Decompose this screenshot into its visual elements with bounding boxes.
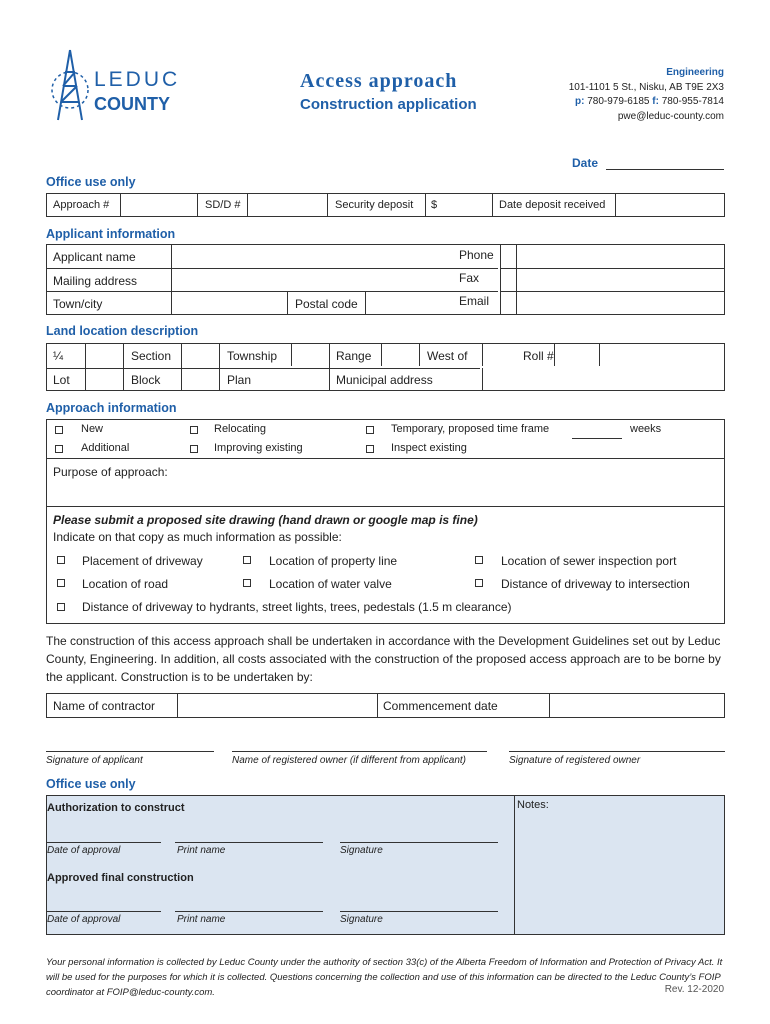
page-title: Access approach: [300, 70, 458, 92]
land-location-heading: Land location description: [46, 324, 199, 338]
mailing-address-field[interactable]: [173, 269, 453, 290]
west-of-label: West of: [427, 349, 468, 363]
contact-email: pwe@leduc-county.com: [617, 110, 724, 122]
office-use-table: [46, 193, 725, 217]
fax-field[interactable]: [518, 269, 723, 290]
improving-existing-checkbox[interactable]: [190, 445, 198, 453]
relocating-label: Relocating: [214, 423, 266, 435]
owner-name-line[interactable]: [232, 751, 487, 752]
intersection-distance-checkbox[interactable]: [475, 579, 483, 587]
water-valve-label: Location of water valve: [269, 577, 392, 591]
contractor-name-label: Name of contractor: [53, 699, 156, 713]
email-field[interactable]: [518, 292, 723, 314]
security-deposit-label: Security deposit: [335, 199, 414, 211]
phone-field[interactable]: [518, 246, 723, 267]
site-drawing-note: Please submit a proposed site drawing (hand drawn or google map is fine): [53, 513, 478, 527]
indicate-instructions: Indicate on that copy as much information as possible:: [53, 530, 342, 544]
approach-table: [46, 419, 725, 624]
commencement-date-label: Commencement date: [383, 699, 498, 713]
auth-signature-line[interactable]: [340, 842, 498, 843]
inspect-existing-label: Inspect existing: [391, 442, 467, 454]
land-location-table: [46, 343, 725, 391]
logo-text-county: COUNTY: [94, 94, 170, 114]
address: 101-1101 5 St., Nisku, AB T9E 2X3: [568, 81, 724, 93]
applicant-table: [46, 244, 725, 315]
office-approval-box: [46, 795, 725, 935]
authorization-heading: Authorization to construct: [47, 802, 185, 814]
contact-block: [569, 66, 724, 124]
final-signature-line[interactable]: [340, 911, 498, 912]
hydrant-distance-checkbox[interactable]: [57, 603, 65, 611]
auth-signature-label: Signature: [340, 845, 383, 856]
road-location-label: Location of road: [82, 577, 169, 591]
improving-existing-label: Improving existing: [214, 442, 303, 454]
applicant-name-field[interactable]: [173, 246, 453, 267]
municipal-address-label: Municipal address: [336, 373, 433, 387]
weeks-label: weeks: [630, 423, 662, 435]
contractor-name-field[interactable]: [179, 695, 375, 716]
property-line-label: Location of property line: [269, 554, 398, 568]
county-logo: [50, 46, 190, 124]
property-line-checkbox[interactable]: [243, 556, 251, 564]
phone-label: Phone: [459, 248, 494, 262]
approach-number-label: Approach #: [53, 199, 110, 211]
new-label: New: [81, 423, 104, 435]
notes-label: Notes:: [517, 799, 549, 811]
owner-name-label: Name of registered owner (if different from applicant): [232, 755, 466, 766]
revision-label: Rev. 12-2020: [664, 984, 724, 995]
final-date-line[interactable]: [47, 911, 161, 912]
auth-date-line[interactable]: [47, 842, 161, 843]
road-location-checkbox[interactable]: [57, 579, 65, 587]
page-subtitle: Construction application: [300, 96, 477, 113]
relocating-checkbox[interactable]: [190, 426, 198, 434]
final-print-name-line[interactable]: [175, 911, 323, 912]
sewer-port-label: Location of sewer inspection port: [501, 554, 677, 568]
date-label: Date: [572, 156, 599, 170]
logo-text-leduc: LEDUC: [94, 68, 181, 91]
dollar-sign: $: [431, 199, 438, 211]
date-deposit-received-label: Date deposit received: [499, 199, 606, 211]
additional-label: Additional: [81, 442, 130, 454]
applicant-name-label: Applicant name: [53, 250, 136, 264]
roll-number-label: Roll #: [523, 349, 554, 363]
temporary-checkbox[interactable]: [366, 426, 374, 434]
township-label: Township: [227, 349, 278, 363]
postal-code-label: Postal code: [295, 297, 358, 311]
owner-signature-label: Signature of registered owner: [509, 755, 641, 766]
notes-field[interactable]: [517, 814, 722, 932]
new-checkbox[interactable]: [55, 426, 63, 434]
final-print-name-label: Print name: [177, 914, 226, 925]
auth-date-label: Date of approval: [47, 845, 121, 856]
block-label: Block: [131, 373, 161, 387]
final-signature-label: Signature: [340, 914, 383, 925]
range-label: Range: [336, 349, 372, 363]
email-label: Email: [459, 294, 490, 308]
town-city-label: Town/city: [53, 297, 103, 311]
final-date-label: Date of approval: [47, 914, 121, 925]
oil-derrick-icon: [50, 46, 90, 124]
date-field[interactable]: [606, 169, 724, 170]
department-name: Engineering: [666, 67, 724, 78]
owner-signature-line[interactable]: [509, 751, 725, 752]
driveway-placement-checkbox[interactable]: [57, 556, 65, 564]
fax-label: Fax: [459, 271, 480, 285]
town-city-field[interactable]: [173, 292, 286, 314]
roll-number-field[interactable]: [601, 345, 723, 367]
inspect-existing-checkbox[interactable]: [366, 445, 374, 453]
purpose-field[interactable]: [49, 480, 721, 504]
office-use-heading-2: Office use only: [46, 777, 136, 791]
phone-fax: p: 780-979-6185 f: 780-955-7814: [574, 96, 724, 107]
hydrant-distance-label: Distance of driveway to hydrants, street lights, trees, pedestals (1.5 m clearance): [82, 600, 512, 614]
applicant-heading: Applicant information: [46, 227, 176, 241]
intersection-distance-label: Distance of driveway to intersection: [501, 577, 690, 591]
section-label: Section: [131, 349, 172, 363]
commencement-date-field[interactable]: [551, 695, 723, 716]
municipal-address-field[interactable]: [484, 369, 723, 390]
privacy-notice: Your personal information is collected by Leduc County under the authority of section 33(c) of the Alberta Freedom of Information and Protection of Privacy Act. It will be used for the purposes for which it is collected. Questions concerning the collection and use of this information can be directed to the Leduc County’s FOIP coordinator at FOIP@leduc-county.com.: [46, 957, 723, 998]
mailing-address-label: Mailing address: [53, 274, 138, 288]
approach-heading: Approach information: [46, 401, 177, 415]
water-valve-checkbox[interactable]: [243, 579, 251, 587]
contractor-table: [46, 693, 725, 718]
driveway-placement-label: Placement of driveway: [82, 554, 203, 568]
sdd-label: SD/D #: [205, 199, 241, 211]
plan-label: Plan: [227, 373, 252, 387]
auth-print-name-label: Print name: [177, 845, 226, 856]
sewer-port-checkbox[interactable]: [475, 556, 483, 564]
construction-statement: The construction of this access approach shall be undertaken in accordance with the Development Guidelines set out by Leduc County, Engineering. In addition, all costs associated with the construction of the proposed access approach are to be borne by the applicant. Construction is to be undertaken by:: [46, 634, 721, 684]
quarter-label: ¼: [53, 349, 64, 363]
office-use-heading: Office use only: [46, 175, 136, 189]
lot-label: Lot: [53, 373, 70, 387]
applicant-signature-label: Signature of applicant: [46, 755, 143, 766]
applicant-signature-line[interactable]: [46, 751, 214, 752]
time-frame-field[interactable]: [572, 438, 622, 439]
purpose-label: Purpose of approach:: [53, 465, 168, 479]
auth-print-name-line[interactable]: [175, 842, 323, 843]
approved-final-heading: Approved final construction: [47, 872, 194, 884]
additional-checkbox[interactable]: [55, 445, 63, 453]
temporary-label: Temporary, proposed time frame: [391, 423, 550, 435]
